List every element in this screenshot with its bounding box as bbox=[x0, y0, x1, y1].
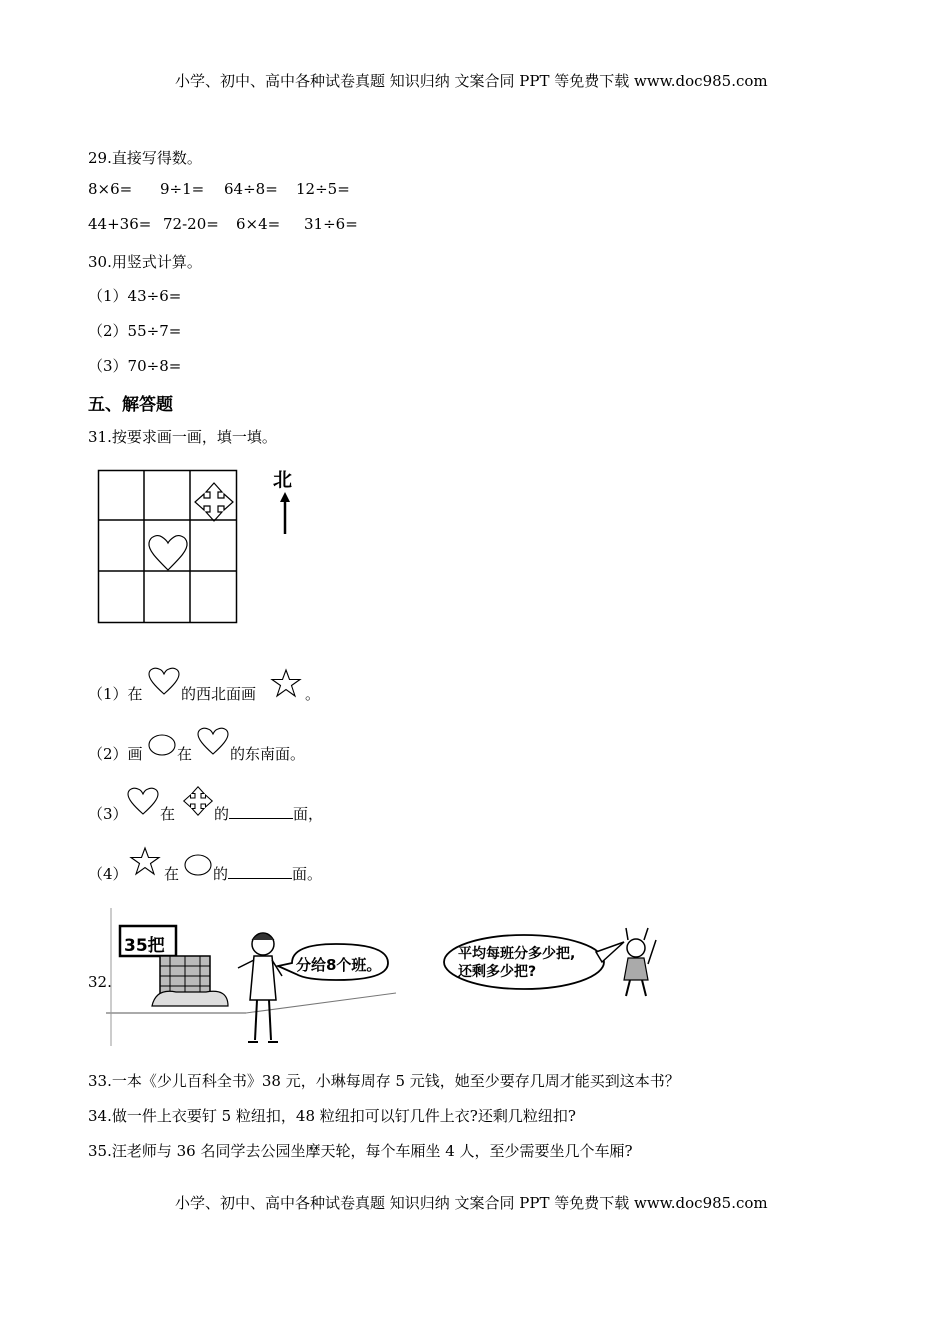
q31-sub3-mid: 在 bbox=[160, 805, 176, 823]
q32-number: 32. bbox=[88, 973, 112, 991]
star-icon bbox=[270, 669, 302, 697]
q31-sub1-prefix: （1）在 bbox=[88, 685, 143, 703]
answer-blank[interactable] bbox=[229, 804, 293, 819]
q29-expr: 72-20= bbox=[163, 215, 219, 233]
star-icon bbox=[129, 847, 161, 875]
q31-sub3-mid2: 的 bbox=[214, 805, 230, 823]
heart-icon bbox=[149, 536, 187, 570]
q29-expr: 12÷5= bbox=[296, 180, 350, 198]
q32-illustration-left bbox=[106, 908, 396, 1046]
q34-text: 34.做一件上衣要钉 5 粒纽扣，48 粒纽扣可以钉几件上衣?还剩几粒纽扣? bbox=[88, 1107, 576, 1125]
q31-sub4-mid2: 的 bbox=[213, 865, 229, 883]
north-arrow-icon bbox=[279, 492, 291, 536]
q31-sub4-prefix: （4） bbox=[88, 865, 128, 883]
q30-item-2: （2）55÷7= bbox=[88, 322, 182, 340]
q31-sub4-end: 面。 bbox=[292, 865, 323, 883]
four-arrow-icon bbox=[195, 483, 233, 521]
q33-text: 33.一本《少儿百科全书》38 元，小琳每周存 5 元钱，她至少要存几周才能买到这本书？ bbox=[88, 1072, 680, 1090]
q29-row1 bbox=[88, 180, 350, 198]
q32-speech-line: 平均每班分多少把, bbox=[458, 946, 576, 962]
q31-sub4-answer bbox=[213, 863, 322, 884]
four-arrow-icon bbox=[182, 786, 214, 816]
q31-sub2-prefix: （2）画 bbox=[88, 745, 143, 763]
q31-sub3-prefix: （3） bbox=[88, 805, 128, 823]
north-label: 北 bbox=[273, 469, 293, 491]
q32-speech-line: 还剩多少把? bbox=[458, 964, 537, 980]
q31-sub3-answer bbox=[214, 803, 323, 824]
q30-title: 30.用竖式计算。 bbox=[88, 253, 202, 271]
q31-sub1-end: 。 bbox=[305, 685, 321, 703]
circle-icon bbox=[184, 854, 212, 876]
circle-icon bbox=[148, 734, 176, 756]
section-title: 五、解答题 bbox=[88, 395, 173, 415]
q31-sub3-end: 面， bbox=[293, 805, 324, 823]
q29-title: 29.直接写得数。 bbox=[88, 149, 202, 167]
heart-icon bbox=[127, 787, 159, 815]
q32-speech-character bbox=[458, 945, 575, 981]
heart-icon bbox=[148, 667, 180, 695]
q29-expr: 31÷6= bbox=[304, 215, 358, 233]
heart-icon bbox=[197, 727, 229, 755]
q29-expr: 64÷8= bbox=[224, 180, 278, 198]
q29-expr: 9÷1= bbox=[160, 180, 205, 198]
q31-title: 31.按要求画一画，填一填。 bbox=[88, 428, 277, 446]
q31-sub1-mid: 的西北面画 bbox=[181, 685, 257, 703]
q29-expr: 8×6= bbox=[88, 180, 133, 198]
q35-text: 35.汪老师与 36 名同学去公园坐摩天轮，每个车厢坐 4 人，至少需要坐几个车厢? bbox=[88, 1142, 633, 1160]
page-header: 小学、初中、高中各种试卷真题 知识归纳 文案合同 PPT 等免费下载 www.doc985.com bbox=[175, 72, 768, 90]
page-footer: 小学、初中、高中各种试卷真题 知识归纳 文案合同 PPT 等免费下载 www.doc985.com bbox=[175, 1194, 768, 1212]
q32-sign-text: 35把 bbox=[124, 936, 165, 956]
answer-blank[interactable] bbox=[228, 864, 292, 879]
q30-item-1: （1）43÷6= bbox=[88, 287, 182, 305]
q29-expr: 44+36= bbox=[88, 215, 152, 233]
q30-item-3: （3）70÷8= bbox=[88, 357, 182, 375]
direction-grid bbox=[98, 470, 238, 624]
q31-sub2-mid: 在 bbox=[177, 745, 193, 763]
q29-row2 bbox=[88, 215, 358, 233]
q29-expr: 6×4= bbox=[236, 215, 281, 233]
q31-sub4-mid: 在 bbox=[164, 865, 180, 883]
q32-speech-teacher: 分给8个班。 bbox=[296, 956, 382, 974]
q31-sub2-end: 的东南面。 bbox=[230, 745, 306, 763]
